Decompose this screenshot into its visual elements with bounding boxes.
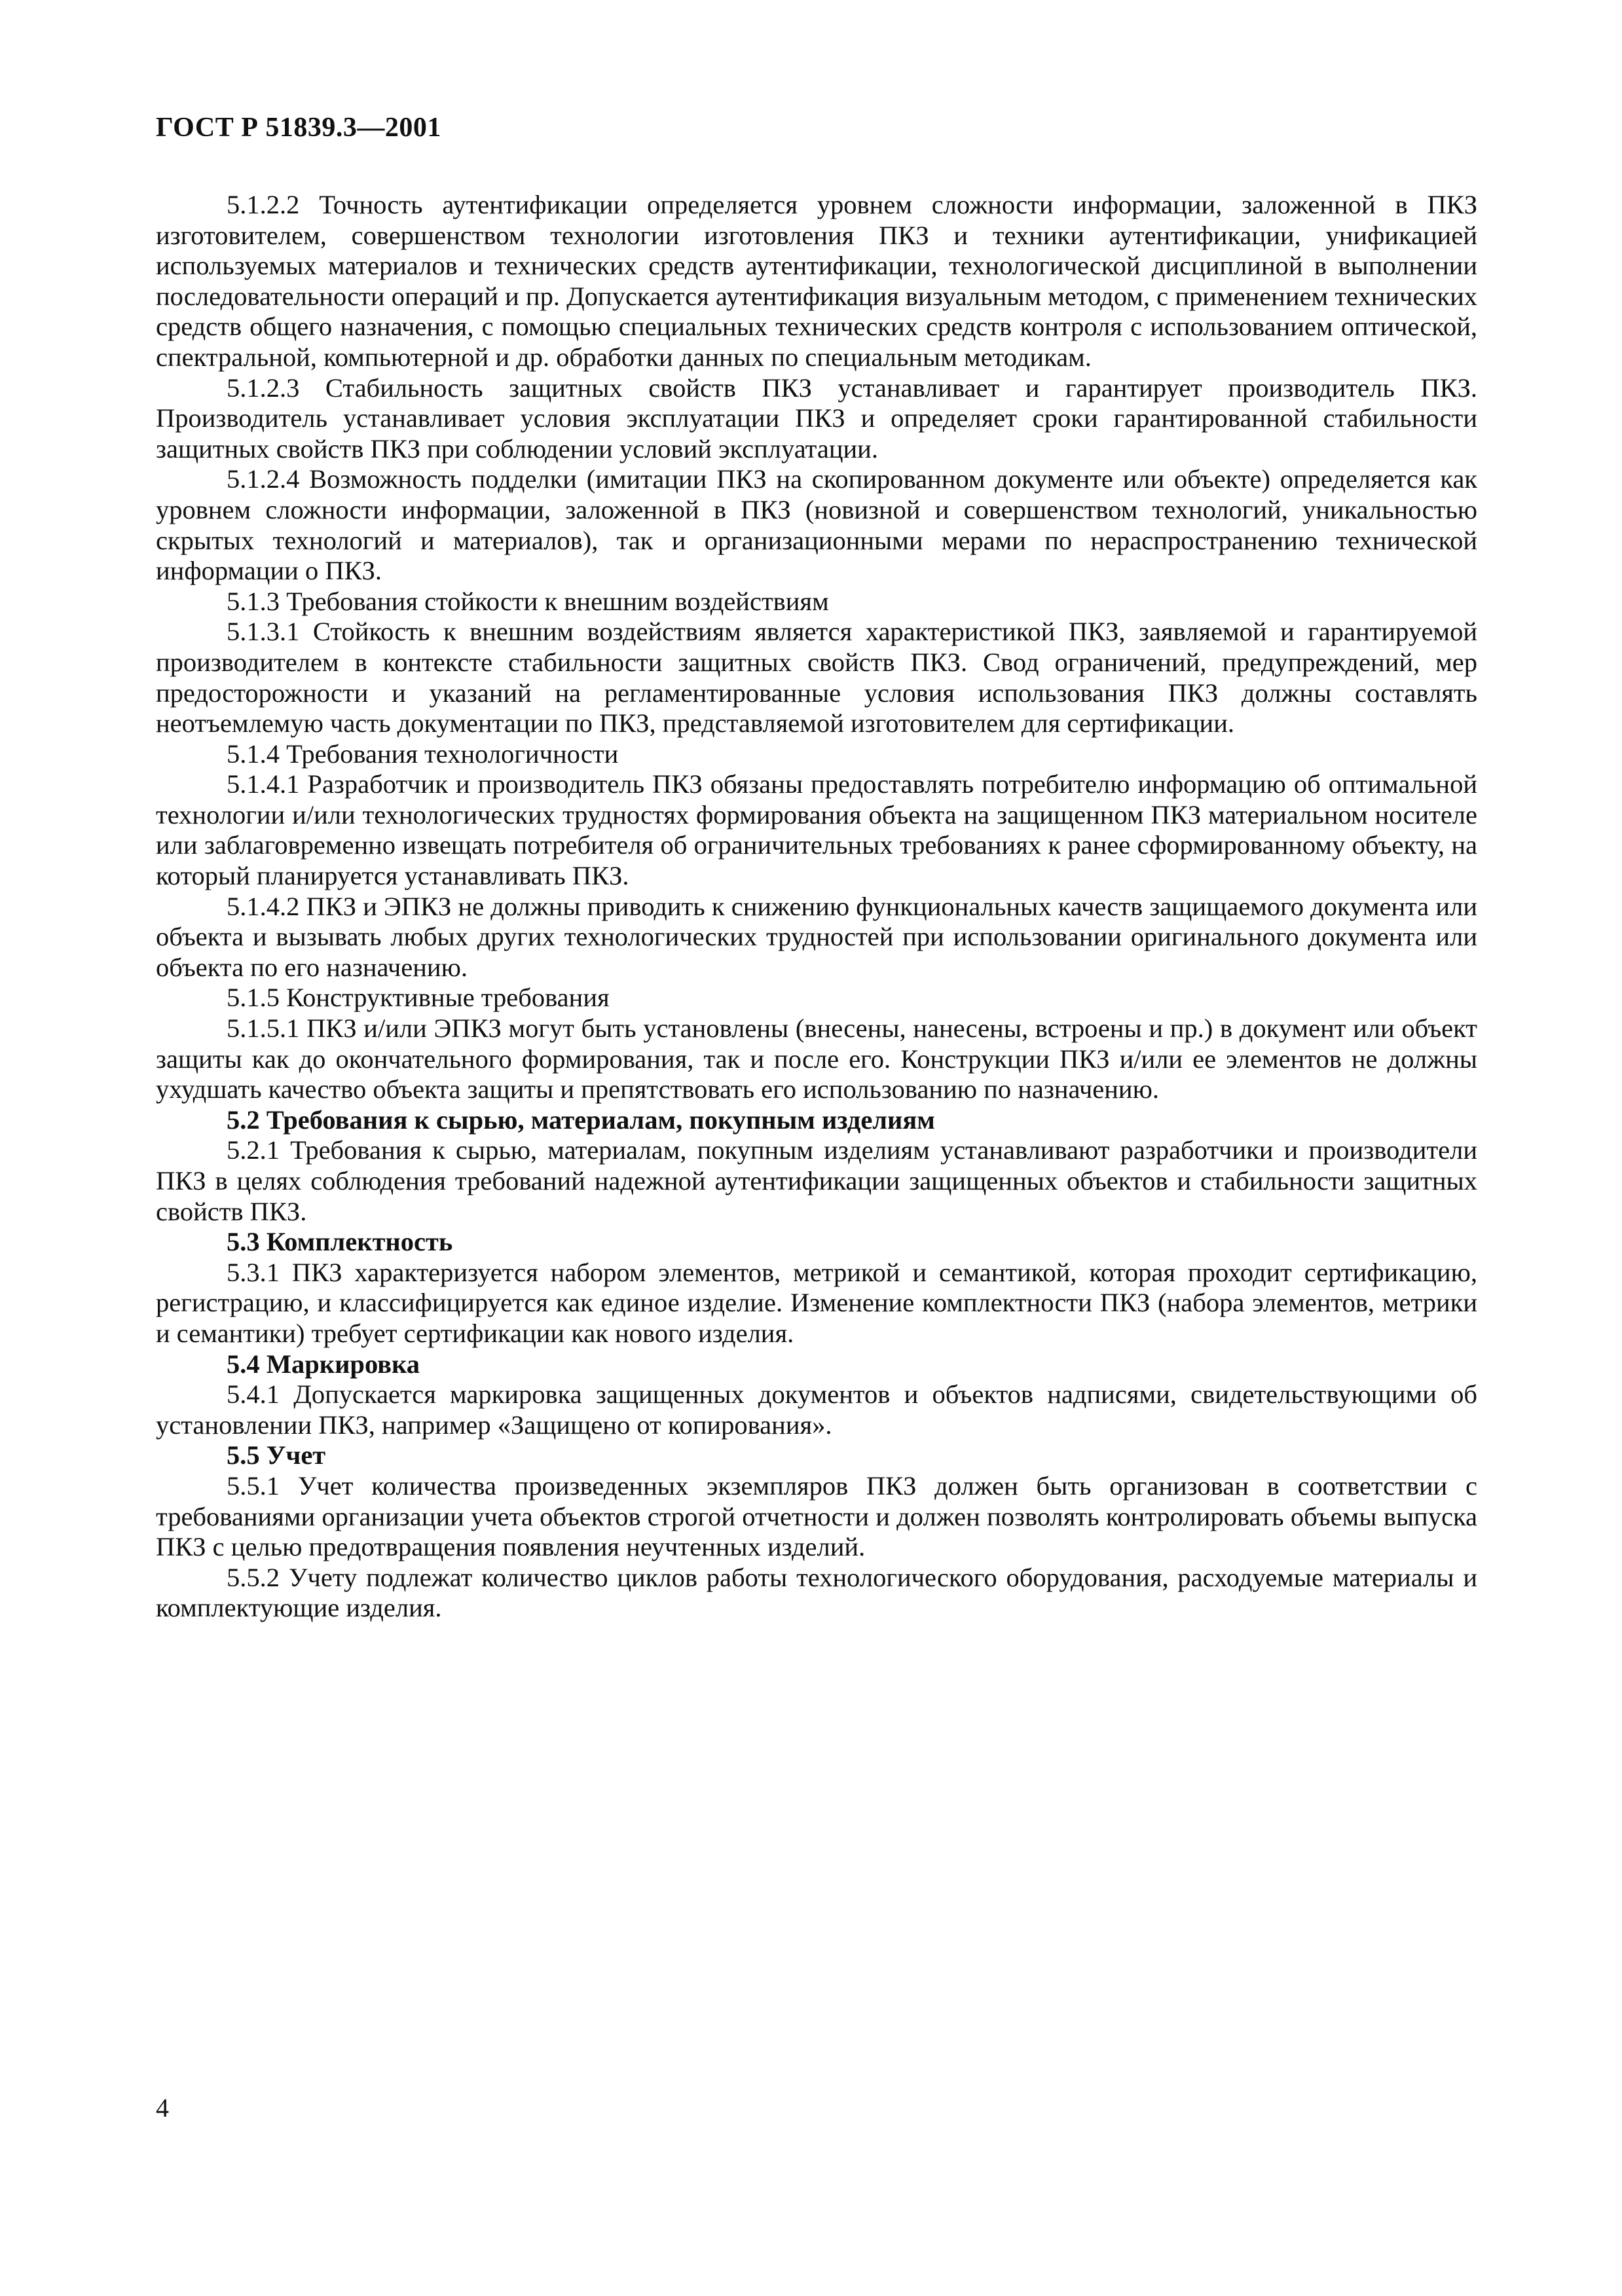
paragraph-5-1-5: 5.1.5 Конструктивные требования: [227, 983, 610, 1013]
paragraph-5-5-1: 5.5.1 Учет количества произведенных экземпляров ПКЗ должен быть организован в соответствии с требованиями организации учета объектов строгой отчетности и должен позволять контролировать объемы выпуска ПКЗ с целью предотвращения появления неучтенных изделий.: [156, 1470, 1477, 1562]
section-heading-5-3: 5.3 Комплектность: [227, 1227, 453, 1257]
section-heading-5-5: 5.5 Учет: [227, 1440, 326, 1470]
page-number: 4: [156, 2093, 169, 2123]
paragraph-5-1-2-3: 5.1.2.3 Стабильность защитных свойств ПКЗ устанавливает и гарантирует производитель ПКЗ. Производитель устанавливает условия эксплуатации ПКЗ и определяет сроки гарантированной стабильности защитных свойств ПКЗ при соблюдении условий эксплуатации.: [156, 373, 1477, 464]
document-body: [156, 190, 1477, 1624]
paragraph-5-4-1: 5.4.1 Допускается маркировка защищенных документов и объектов надписями, свидетельствующими об установлении ПКЗ, например «Защищено от копирования».: [156, 1379, 1477, 1440]
paragraph-5-1-3: 5.1.3 Требования стойкости к внешним воздействиям: [227, 586, 829, 616]
paragraph-5-1-4-1: 5.1.4.1 Разработчик и производитель ПКЗ обязаны предоставлять потребителю информацию об оптимальной технологии и/или технологических трудностях формирования объекта на защищенном ПКЗ материальном носителе или заблаговременно извещать потребителя об ограничительных требованиях к ранее сформированному объекту, на который планируется устанавливать ПКЗ.: [156, 769, 1477, 891]
paragraph-5-5-2: 5.5.2 Учету подлежат количество циклов работы технологического оборудования, расходуемые материалы и комплектующие изделия.: [156, 1562, 1477, 1623]
paragraph-5-1-2-4: 5.1.2.4 Возможность подделки (имитации ПКЗ на скопированном документе или объекте) определяется как уровнем сложности информации, заложенной в ПКЗ (новизной и совершенством технологий, уникальностью скрытых технологий и материалов), так и организационными мерами по нераспространению технической информации о ПКЗ.: [156, 464, 1477, 586]
section-heading-5-4: 5.4 Маркировка: [227, 1349, 420, 1379]
paragraph-5-1-4: 5.1.4 Требования технологичности: [227, 738, 619, 769]
paragraph-5-1-2-2: 5.1.2.2 Точность аутентификации определяется уровнем сложности информации, заложенной в ПКЗ изготовителем, совершенством технологии изготовления ПКЗ и техники аутентификации, унификацией используемых материалов и технических средств аутентификации, технологической дисциплиной в выполнении последовательности операций и пр. Допускается аутентификация визуальным методом, с применением технических средств общего назначения, с помощью специальных технических средств контроля с использованием оптической, спектральной, компьютерной и др. обработки данных по специальным методикам.: [156, 190, 1477, 372]
section-heading-5-2: 5.2 Требования к сырью, материалам, покупным изделиям: [227, 1104, 935, 1135]
paragraph-5-2-1: 5.2.1 Требования к сырью, материалам, покупным изделиям устанавливают разработчики и производители ПКЗ в целях соблюдения требований надежной аутентификации защищенных объектов и стабильности защитных свойств ПКЗ.: [156, 1135, 1477, 1226]
paragraph-5-1-3-1: 5.1.3.1 Стойкость к внешним воздействиям является характеристикой ПКЗ, заявляемой и гарантируемой производителем в контексте стабильности защитных свойств ПКЗ. Свод ограничений, предупреждений, мер предосторожности и указаний на регламентированные условия использования ПКЗ должны составлять неотъемлемую часть документации по ПКЗ, представляемой изготовителем для сертификации.: [156, 617, 1477, 738]
paragraph-5-1-4-2: 5.1.4.2 ПКЗ и ЭПКЗ не должны приводить к снижению функциональных качеств защищаемого документа или объекта и вызывать любых других технологических трудностей при использовании оригинального документа или объекта по его назначению.: [156, 891, 1477, 982]
document-header: ГОСТ Р 51839.3—2001: [156, 113, 441, 143]
paragraph-5-1-5-1: 5.1.5.1 ПКЗ и/или ЭПКЗ могут быть установлены (внесены, нанесены, встроены и пр.) в документ или объект защиты как до окончательного формирования, так и после его. Конструкции ПКЗ и/или ее элементов не должны ухудшать качество объекта защиты и препятствовать его использованию по назначению.: [156, 1013, 1477, 1104]
paragraph-5-3-1: 5.3.1 ПКЗ характеризуется набором элементов, метрикой и семантикой, которая проходит сертификацию, регистрацию, и классифицируется как единое изделие. Изменение комплектности ПКЗ (набора элементов, метрики и семантики) требует сертификации как нового изделия.: [156, 1257, 1477, 1348]
